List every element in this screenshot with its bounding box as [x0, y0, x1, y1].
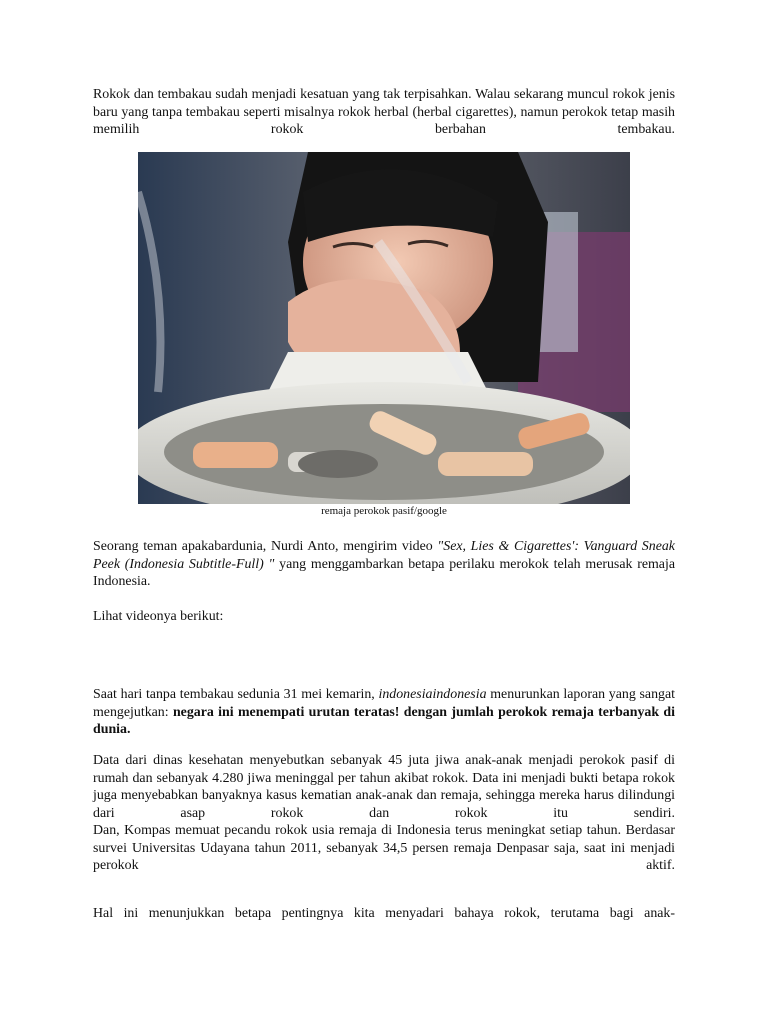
report-paragraph-start: Saat hari tanpa tembakau sedunia 31 mei kemarin,	[93, 687, 379, 702]
health-data-paragraph: Data dari dinas kesehatan menyebutkan sebanyak 45 juta jiwa anak-anak menjadi perokok pasif di rumah dan sebanyak 4.280 jiwa meninggal per tahun akibat rokok. Data ini menjadi bukti betapa rokok juga menyebabkan banyaknya kasus kematian anak-anak dan remaja, sehingga mereka harus dilindungi dari asap rokok dan rokok itu sendiri.	[93, 753, 675, 821]
closing-paragraph: Hal ini menunjukkan betapa pentingnya kita menyadari bahaya rokok, terutama bagi anak-	[93, 906, 675, 921]
kompas-paragraph: Dan, Kompas memuat pecandu rokok usia remaja di Indonesia terus meningkat setiap tahun. Berdasar survei Universitas Udayana tahun 2011, sebanyak 34,5 persen remaja Denpasar saja, saat ini menjadi perokok aktif.	[93, 823, 675, 873]
video-title: "Sex, Lies & Cigarettes': Vanguard Sneak Peek (Indonesia Subtitle-Full) "	[93, 539, 675, 572]
photo-caption: remaja perokok pasif/google	[321, 505, 447, 517]
photo-illustration	[138, 152, 630, 504]
video-paragraph	[93, 538, 675, 591]
smoking-teen-photo	[138, 152, 630, 504]
video-paragraph-end: yang menggambarkan betapa perilaku merokok telah merusak remaja Indonesia.	[93, 556, 675, 589]
intro-paragraph: Rokok dan tembakau sudah menjadi kesatuan yang tak terpisahkan. Walau sekarang muncul rokok jenis baru yang tanpa tembakau seperti misalnya rokok herbal (herbal cigarettes), namun perokok tetap masih memilih rokok berbahan tembakau.	[93, 87, 675, 137]
video-prompt: Lihat videonya berikut:	[93, 609, 224, 624]
report-paragraph	[93, 686, 675, 739]
report-highlight: negara ini menempati urutan teratas! dengan jumlah perokok remaja terbanyak di dunia.	[93, 704, 675, 737]
video-paragraph-start: Seorang teman apakabardunia, Nurdi Anto, mengirim video	[93, 539, 438, 554]
report-paragraph-mid: menurunkan laporan yang sangat mengejutkan:	[93, 687, 675, 720]
source-name: indonesiaindonesia	[378, 687, 487, 702]
